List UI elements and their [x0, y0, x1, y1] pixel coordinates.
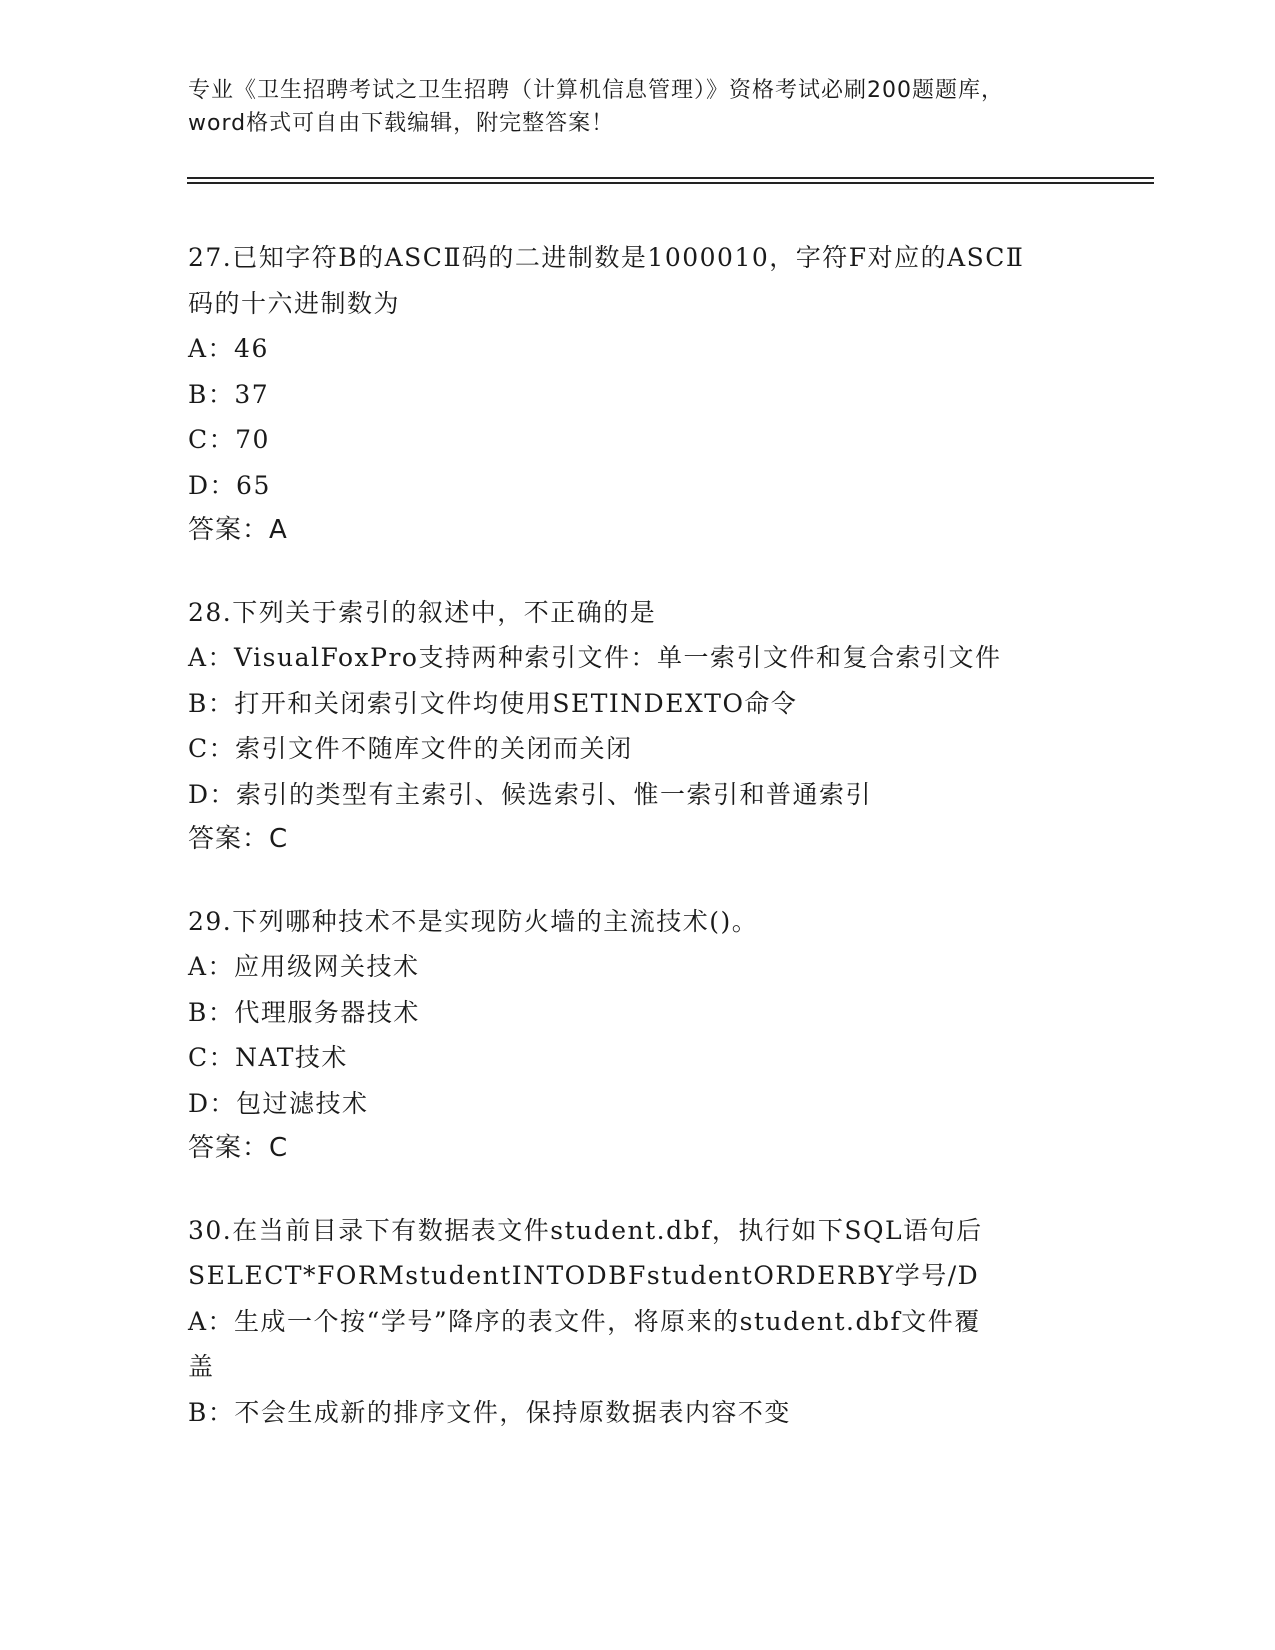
option-b: B：不会生成新的排序文件，保持原数据表内容不变	[188, 1397, 791, 1427]
option-a: A：应用级网关技术	[188, 952, 420, 981]
option-d: D：包过滤技术	[188, 1088, 369, 1118]
option-c: C：NAT技术	[188, 1043, 348, 1072]
option-d: D：索引的类型有主索引、候选索引、惟一索引和普通索引	[188, 779, 873, 809]
question-29	[188, 899, 1088, 1172]
option-c: C：索引文件不随库文件的关闭而关闭	[188, 734, 633, 763]
option-b: B：代理服务器技术	[188, 997, 420, 1027]
option-d: D：65	[188, 470, 271, 500]
option-a: A：46	[188, 334, 269, 363]
question-stem: 29.下列哪种技术不是实现防火墙的主流技术()。	[188, 906, 759, 936]
option-c: C：70	[188, 425, 270, 454]
question-27	[188, 235, 1088, 554]
answer-line: 答案：A	[188, 515, 288, 545]
header-line-1: 专业《卫生招聘考试之卫生招聘（计算机信息管理）》资格考试必刷200题题库，	[188, 78, 1004, 103]
question-list	[188, 235, 1088, 1471]
header-divider-bottom	[187, 182, 1154, 184]
question-28	[188, 590, 1088, 863]
document-header	[188, 74, 1088, 140]
question-30	[188, 1208, 1088, 1436]
answer-line: 答案：C	[188, 824, 289, 854]
answer-line: 答案：C	[188, 1133, 289, 1163]
question-stem: 27.已知字符B的ASCⅡ码的二进制数是1000010，字符F对应的ASCⅡ	[188, 243, 1025, 272]
question-stem: 28.下列关于索引的叙述中，不正确的是	[188, 597, 657, 627]
header-divider-top	[187, 177, 1154, 179]
option-a: A：生成一个按“学号”降序的表文件，将原来的student.dbf文件覆	[188, 1306, 981, 1336]
option-b: B：37	[188, 379, 270, 409]
question-stem: 30.在当前目录下有数据表文件student.dbf，执行如下SQL语句后	[188, 1215, 983, 1245]
question-stem: 码的十六进制数为	[188, 288, 401, 318]
option-a-continued: 盖	[188, 1352, 215, 1381]
option-a: A：VisualFoxPro支持两种索引文件：单一索引文件和复合索引文件	[188, 643, 1002, 672]
option-b: B：打开和关闭索引文件均使用SETINDEXTO命令	[188, 688, 798, 718]
question-stem: SELECT*FORMstudentINTODBFstudentORDERBY学号/D	[188, 1261, 980, 1290]
header-line-2: word格式可自由下载编辑，附完整答案！	[188, 111, 615, 136]
